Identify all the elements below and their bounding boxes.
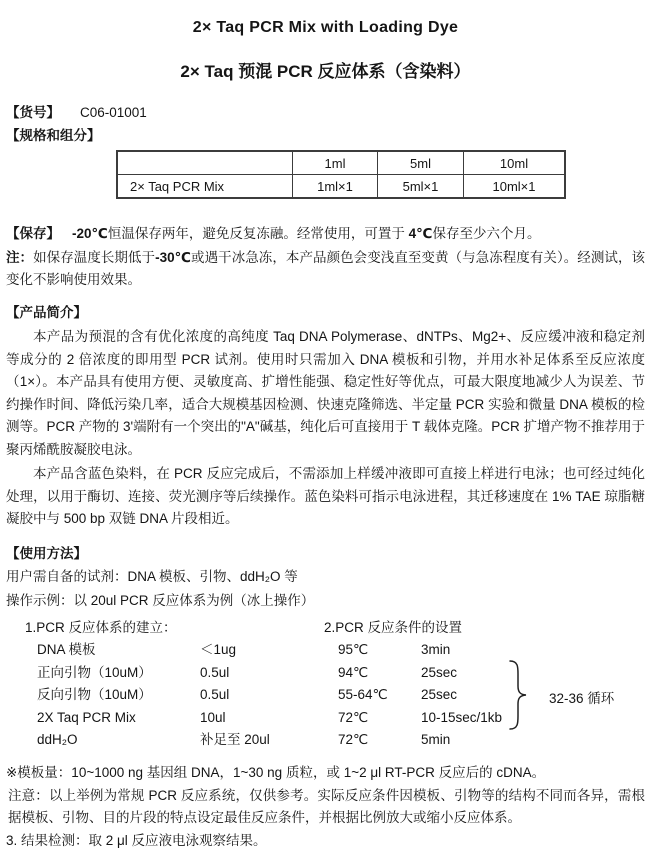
conditions-title: 2.PCR 反应条件的设置 [324,617,462,640]
spec-section-label: 【规格和组分】 [6,125,645,148]
spec-table-row [117,175,565,199]
template-amount-note: ※模板量：10~1000 ng 基因组 DNA，1~30 ng 质粒，或 1~2 μl RT-PCR 反应后的 cDNA。 [6,762,645,785]
spec-header-5ml: 5ml [378,151,464,175]
setup-title: 1.PCR 反应体系的建立： [25,617,177,640]
setup-row: 2X Taq PCR Mix 10ul [37,707,270,730]
catalog-label: 【货号】 [6,105,60,120]
product-title-zh: 2× Taq 预混 PCR 反应体系（含染料） [6,61,645,83]
caution-paragraph: 注意：以上举例为常规 PCR 反应系统，仅供参考。实际反应条件因模板、引物等的结构不同而各异，需根据模板、引物、目的片段的特点设定最佳反应条件，并根据比例放大或缩小反应体系。 [6,785,645,830]
note-label: 注： [6,250,33,265]
condition-row: 94℃ 25sec [338,662,502,685]
usage-reagents-line: 用户需自备的试剂：DNA 模板、引物、ddH₂O 等 [6,566,645,589]
setup-row: DNA 模板 ＜1ug [37,639,270,662]
storage-line: 【保存】 -20℃恒温保存两年，避免反复冻融。经常使用，可置于 4℃保存至少六个月。 [6,223,645,246]
conditions-rows [338,639,502,752]
cycle-count-label: 32-36 循环 [549,688,614,711]
spec-header-1ml: 1ml [293,151,378,175]
result-detection-line: 3. 结果检测：取 2 μl 反应液电泳观察结果。 [6,830,645,852]
usage-section-label: 【使用方法】 [6,543,645,566]
spec-table-header-row [117,151,565,175]
condition-row: 55-64℃ 25sec [338,684,502,707]
intro-paragraph-2: 本产品含蓝色染料，在 PCR 反应完成后，不需添加上样缓冲液即可直接上样进行电泳；也可经过纯化处理，以用于酶切、连接、荧光测序等后续操作。蓝色染料可指示电泳进程，其迁移速度在 1% TAE 琼脂糖凝胶中与 500 bp 双链 DNA 片段相近。 [6,463,645,531]
spec-cell-10ml: 10ml×1 [464,175,566,199]
intro-paragraph-1: 本产品为预混的含有优化浓度的高纯度 Taq DNA Polymerase、dNTPs、Mg2+、反应缓冲液和稳定剂等成分的 2 倍浓度的即用型 PCR 试剂。使用时只需加入 DNA 模板和引物，并用水补足体系至反应浓度（1×）。本产品具有使用方便、灵敏度高、扩增性能强、稳定性好等优点，可最大限度地减少人为误差、节约操作时间、降低污染几率，适合大规模基因检测、快速克隆筛选、半定量 PCR 实验和微量 DNA 模板的检测等。PCR 产物的 3'端附有一个突出的"A"碱基，纯化后可直接用于 T 载体克隆。PCR 扩增产物不推荐用于聚丙烯酰胺凝胶电泳。 [6,326,645,461]
setup-row: 正向引物（10uM） 0.5ul [37,662,270,685]
catalog-number: C06-01001 [80,105,147,120]
spec-table [116,150,566,199]
catalog-line [6,102,645,125]
setup-row: 反向引物（10uM） 0.5ul [37,684,270,707]
product-title-en: 2× Taq PCR Mix with Loading Dye [6,18,645,38]
cycle-brace-icon [507,659,529,731]
spec-header-10ml: 10ml [464,151,566,175]
intro-section-label: 【产品简介】 [6,302,645,325]
usage-columns [6,617,645,755]
spec-cell-product: 2× Taq PCR Mix [117,175,293,199]
condition-row: 72℃ 10-15sec/1kb [338,707,502,730]
condition-row: 72℃ 5min [338,729,502,752]
condition-row: 95℃ 3min [338,639,502,662]
usage-example-line: 操作示例：以 20ul PCR 反应体系为例（冰上操作） [6,590,645,613]
setup-rows [37,639,270,752]
storage-note: 注：如保存温度长期低于-30℃或遇干冰急冻，本产品颜色会变浅直至变黄（与急冻程度有关）。经测试，该变化不影响使用效果。 [6,247,645,292]
spec-cell-5ml: 5ml×1 [378,175,464,199]
spec-header-empty [117,151,293,175]
setup-row: ddH₂O 补足至 20ul [37,729,270,752]
spec-cell-1ml: 1ml×1 [293,175,378,199]
storage-label: 【保存】 [6,226,60,241]
